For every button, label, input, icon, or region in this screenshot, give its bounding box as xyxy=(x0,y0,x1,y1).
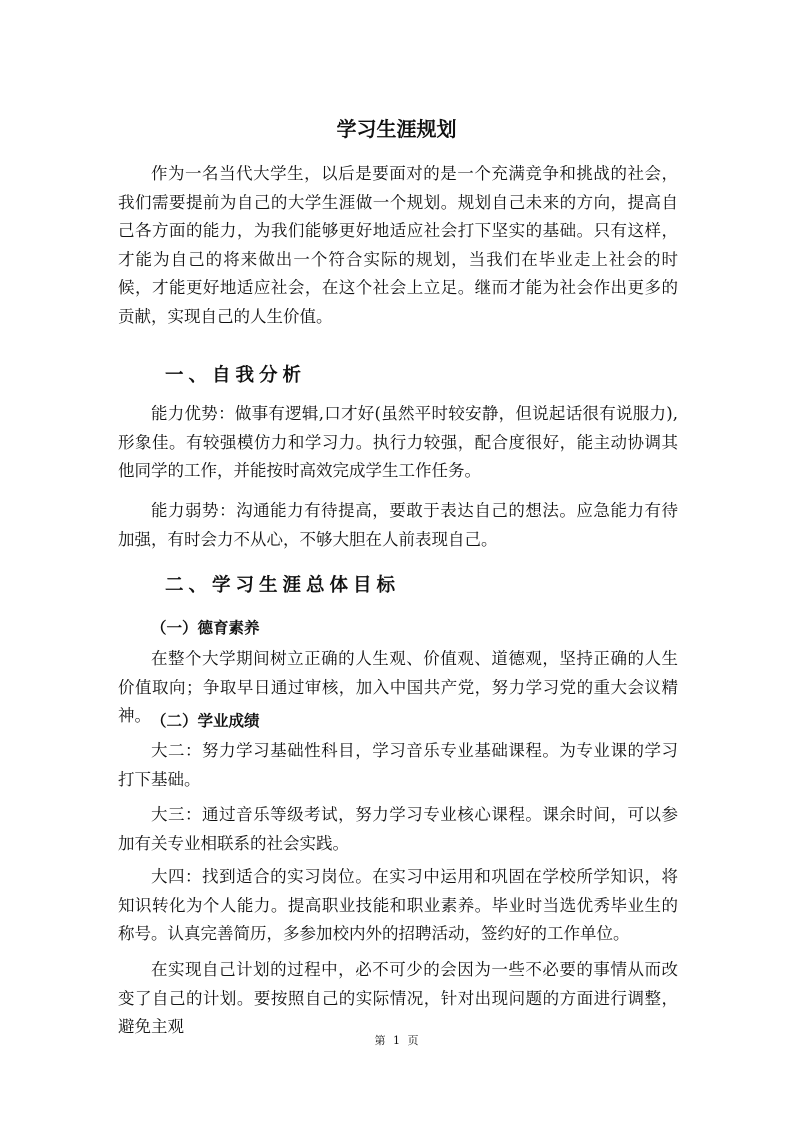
page-number: 第 1 页 xyxy=(374,1034,419,1047)
strengths-paragraph: 能力优势：做事有逻辑,口才好(虽然平时较安静，但说起话很有说服力),形象佳。有较强模仿力和学习力。执行力较强，配合度很好，能主动协调其他同学的工作，并能按时高效完成学生工作任务。 xyxy=(118,404,678,480)
closing-paragraph: 在实现自己计划的过程中，必不可少的会因为一些不必要的事情从而改变了自己的计划。要按照自己的实际情况，针对出现问题的方面进行调整，避免主观 xyxy=(118,960,678,1036)
subheading-moral-education: （一）德育素养 xyxy=(151,619,260,637)
section-heading-overall-goals: 二、学习生涯总体目标 xyxy=(165,575,401,596)
section-heading-self-analysis: 一、自我分析 xyxy=(165,365,307,386)
intro-paragraph: 作为一名当代大学生，以后是要面对的是一个充满竞争和挑战的社会，我们需要提前为自己的大学生涯做一个规划。规划自己未来的方向，提高自己各方面的能力，为我们能够更好地适应社会打下坚实的基础。只有这样，才能为自己的将来做出一个符合实际的规划，当我们在毕业走上社会的时候，才能更好地适应社会，在这个社会上立足。继而才能为社会作出更多的贡献，实现自己的人生价值。 xyxy=(118,164,678,326)
moral-education-paragraph: 在整个大学期间树立正确的人生观、价值观、道德观，坚持正确的人生价值取向；争取早日通过审核，加入中国共产党，努力学习党的重大会议精神。 xyxy=(118,649,678,725)
page-title: 学习生涯规划 xyxy=(336,117,457,141)
subheading-academic-performance: （二）学业成绩 xyxy=(151,712,260,730)
weaknesses-paragraph: 能力弱势：沟通能力有待提高，要敢于表达自己的想法。应急能力有待加强，有时会力不从心，不够大胆在人前表现自己。 xyxy=(118,501,678,549)
year3-paragraph: 大三：通过音乐等级考试，努力学习专业核心课程。课余时间，可以参加有关专业相联系的社会实践。 xyxy=(118,805,678,853)
year4-paragraph: 大四：找到适合的实习岗位。在实习中运用和巩固在学校所学知识，将知识转化为个人能力。提高职业技能和职业素养。毕业时当选优秀毕业生的称号。认真完善简历，多参加校内外的招聘活动，签约好的工作单位。 xyxy=(118,867,678,943)
year2-paragraph: 大二：努力学习基础性科目，学习音乐专业基础课程。为专业课的学习打下基础。 xyxy=(118,741,678,789)
